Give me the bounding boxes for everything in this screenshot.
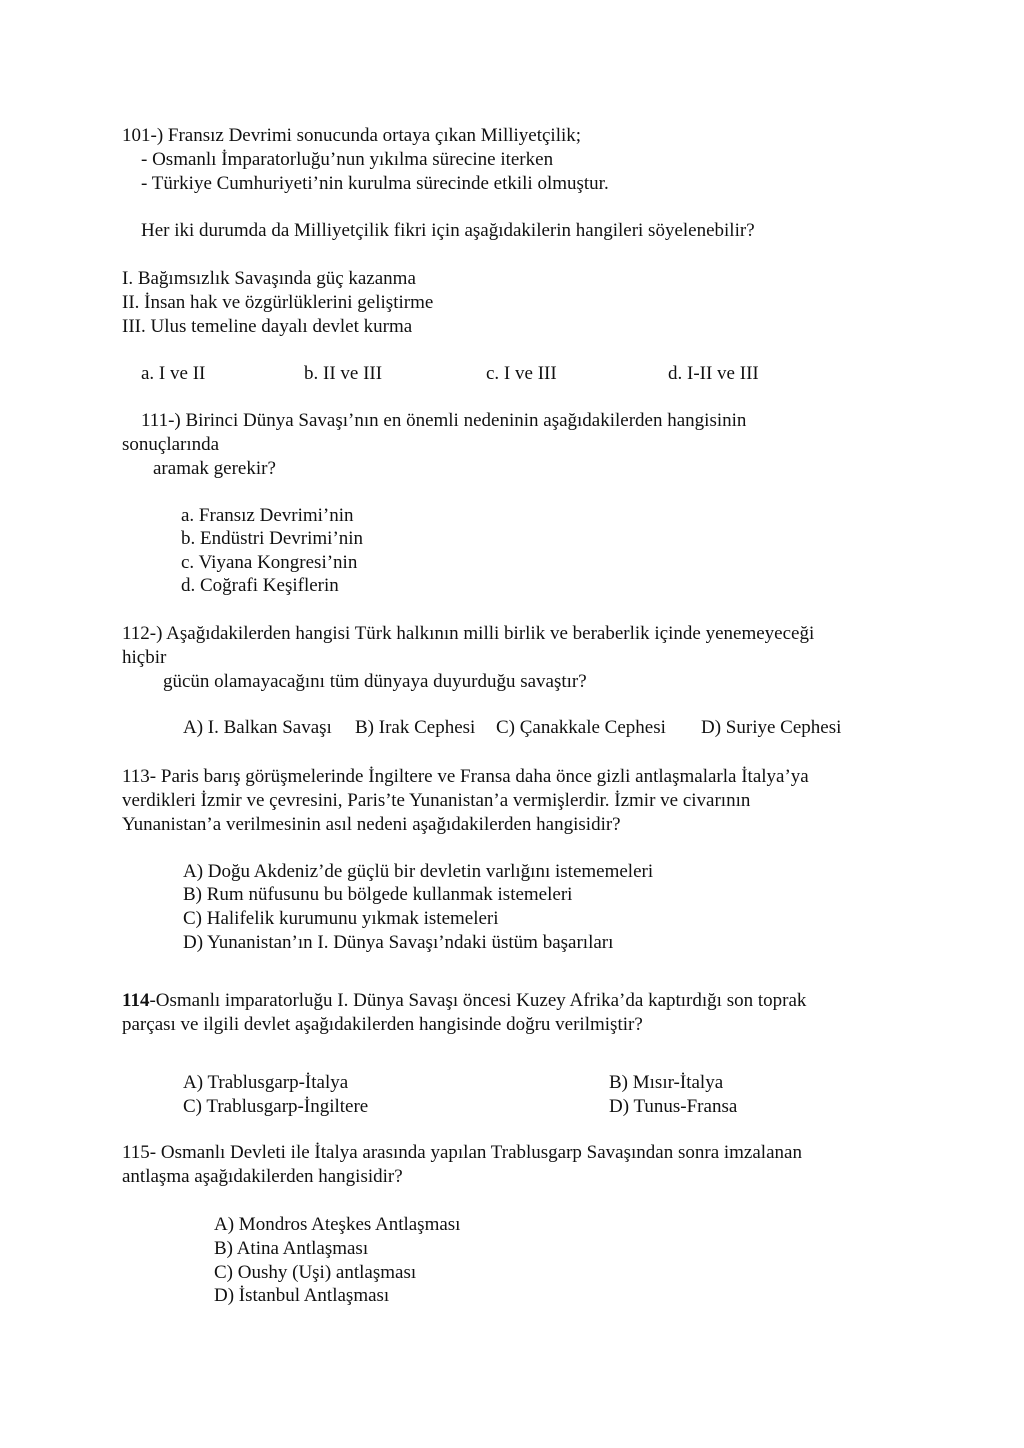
q111-option-c[interactable]: c. Viyana Kongresi’nin xyxy=(181,552,358,573)
q101-line-2: - Türkiye Cumhuriyeti’nin kurulma sürecinde etkili olmuştur. xyxy=(141,173,609,194)
q111-option-d[interactable]: d. Coğrafi Keşiflerin xyxy=(181,575,339,596)
q115-option-d[interactable]: D) İstanbul Antlaşması xyxy=(214,1285,390,1306)
q112-option-a[interactable]: A) I. Balkan Savaşı xyxy=(183,717,332,738)
q101-question: Her iki durumda da Milliyetçilik fikri için aşağıdakilerin hangileri söyelenebilir? xyxy=(141,220,755,241)
q114-line-1-text: -Osmanlı imparatorluğu I. Dünya Savaşı öncesi Kuzey Afrika’da kaptırdığı son toprak xyxy=(149,990,807,1011)
q113-line-2: verdikleri İzmir ve çevresini, Paris’te Yunanistan’a vermişlerdir. İzmir ve civarının xyxy=(122,790,751,811)
q111-line-1: 111-) Birinci Dünya Savaşı’nın en önemli nedeninin aşağıdakilerden hangisinin xyxy=(141,410,747,431)
q101-option-d[interactable]: d. I-II ve III xyxy=(668,363,759,384)
q115-option-a[interactable]: A) Mondros Ateşkes Antlaşması xyxy=(214,1214,461,1235)
q112-option-c[interactable]: C) Çanakkale Cephesi xyxy=(496,717,666,738)
q111-line-3: aramak gerekir? xyxy=(153,458,276,479)
q101-title: 101-) Fransız Devrimi sonucunda ortaya çıkan Milliyetçilik; xyxy=(122,125,582,146)
q111-option-a[interactable]: a. Fransız Devrimi’nin xyxy=(181,505,354,526)
q101-item-3: III. Ulus temeline dayalı devlet kurma xyxy=(122,316,413,337)
q113-line-3: Yunanistan’a verilmesinin asıl nedeni aşağıdakilerden hangisidir? xyxy=(122,814,621,835)
q114-number: 114 xyxy=(122,990,150,1011)
q114-option-d[interactable]: D) Tunus-Fransa xyxy=(609,1096,738,1117)
q112-option-d[interactable]: D) Suriye Cephesi xyxy=(701,717,842,738)
q112-line-1: 112-) Aşağıdakilerden hangisi Türk halkının milli birlik ve beraberlik içinde yenemeyeceği xyxy=(122,623,815,644)
q115-line-1: 115- Osmanlı Devleti ile İtalya arasında yapılan Trablusgarp Savaşından sonra imzalanan xyxy=(122,1142,802,1163)
q113-option-b[interactable]: B) Rum nüfusunu bu bölgede kullanmak istemeleri xyxy=(183,884,573,905)
q115-option-b[interactable]: B) Atina Antlaşması xyxy=(214,1238,369,1259)
q114-option-b[interactable]: B) Mısır-İtalya xyxy=(609,1072,724,1093)
q111-option-b[interactable]: b. Endüstri Devrimi’nin xyxy=(181,528,364,549)
q101-option-c[interactable]: c. I ve III xyxy=(486,363,557,384)
q101-line-1: - Osmanlı İmparatorluğu’nun yıkılma sürecine iterken xyxy=(141,149,554,170)
q112-option-b[interactable]: B) Irak Cephesi xyxy=(355,717,476,738)
q101-option-b[interactable]: b. II ve III xyxy=(304,363,383,384)
q101-item-2: II. İnsan hak ve özgürlüklerini geliştirme xyxy=(122,292,434,313)
q115-option-c[interactable]: C) Oushy (Uşi) antlaşması xyxy=(214,1262,417,1283)
q111-line-2: sonuçlarında xyxy=(122,434,220,455)
q114-option-a[interactable]: A) Trablusgarp-İtalya xyxy=(183,1072,349,1093)
q114-option-c[interactable]: C) Trablusgarp-İngiltere xyxy=(183,1096,369,1117)
q115-line-2: antlaşma aşağıdakilerden hangisidir? xyxy=(122,1166,403,1187)
q113-option-a[interactable]: A) Doğu Akdeniz’de güçlü bir devletin varlığını istememeleri xyxy=(183,861,654,882)
q114-line-1 xyxy=(122,989,806,1012)
q112-line-2: hiçbir xyxy=(122,647,167,668)
q113-line-1: 113- Paris barış görüşmelerinde İngiltere ve Fransa daha önce gizli antlaşmalarla İtalya’ya xyxy=(122,766,809,787)
q113-option-c[interactable]: C) Halifelik kurumunu yıkmak istemeleri xyxy=(183,908,499,929)
q112-line-3: gücün olamayacağını tüm dünyaya duyurduğu savaştır? xyxy=(163,671,587,692)
q101-item-1: I. Bağımsızlık Savaşında güç kazanma xyxy=(122,268,416,289)
q113-option-d[interactable]: D) Yunanistan’ın I. Dünya Savaşı’ndaki üstüm başarıları xyxy=(183,932,614,953)
q101-option-a[interactable]: a. I ve II xyxy=(141,363,206,384)
q114-line-2: parçası ve ilgili devlet aşağıdakilerden hangisinde doğru verilmiştir? xyxy=(122,1014,643,1035)
